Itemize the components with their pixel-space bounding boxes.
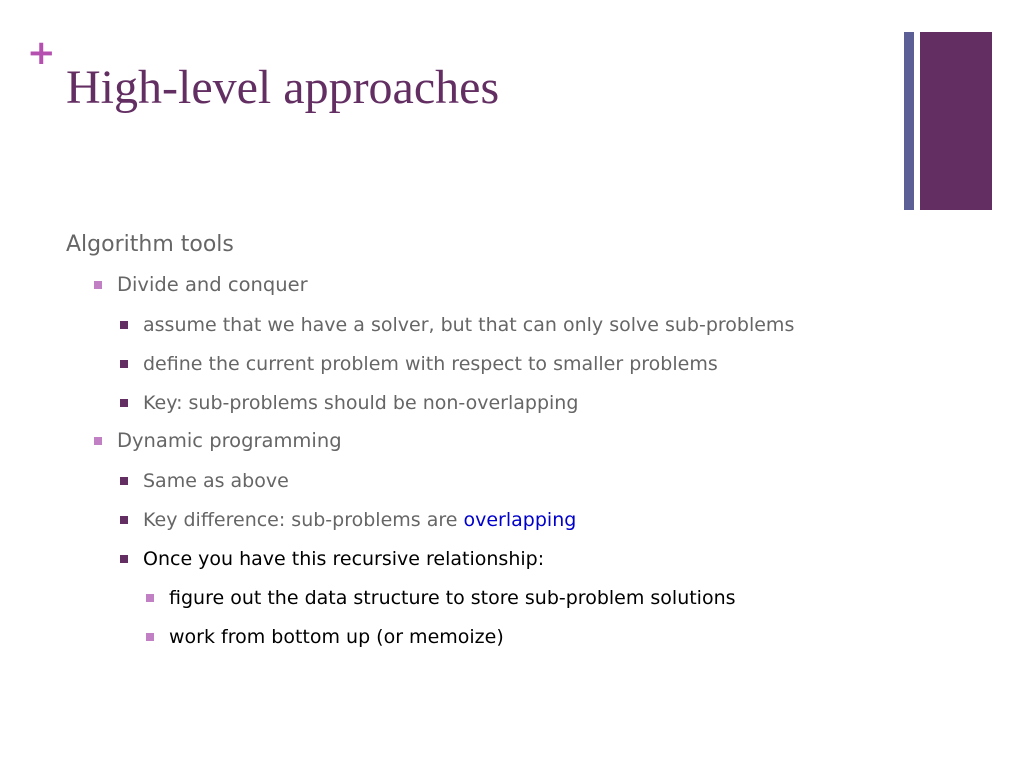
sub-sub-bullet [66,584,886,613]
square-bullet-icon [120,399,128,407]
sub-bullet [66,350,886,379]
sub-bullet-text: Key difference: sub-problems are [143,509,464,531]
accent-bar-thin [904,32,914,210]
sub-bullet-text: define the current problem with respect to smaller problems [143,353,718,375]
sub-bullet-text: Key: sub-problems should be non-overlapping [143,392,579,414]
sub-bullet [66,311,886,340]
square-bullet-icon [120,477,128,485]
accent-bar-thick [920,32,992,210]
sub-bullet-text: Once you have this recursive relationship: [143,548,545,570]
square-bullet-icon [120,516,128,524]
square-bullet-icon [94,437,102,445]
sub-sub-bullet [66,623,886,652]
plus-icon: + [27,33,56,73]
highlight-overlapping: overlapping [463,509,577,531]
square-bullet-icon [94,281,102,289]
square-bullet-icon [120,360,128,368]
bullet-divide-and-conquer [66,272,886,298]
sub-bullet-text: Same as above [143,470,289,492]
sub-bullet [66,389,886,418]
sub-bullet-text: assume that we have a solver, but that can only solve sub-problems [143,314,795,336]
square-bullet-icon [146,633,154,641]
bullet-label: Dynamic programming [117,429,342,452]
square-bullet-icon [120,555,128,563]
sub-bullet [66,506,886,535]
sub-sub-bullet-text: figure out the data structure to store sub-problem solutions [169,587,736,609]
slide-title: High-level approaches [66,61,500,114]
square-bullet-icon [146,594,154,602]
square-bullet-icon [120,321,128,329]
section-heading: Algorithm tools [66,232,234,257]
slide-body [66,230,886,662]
sub-sub-bullet-text: work from bottom up (or memoize) [169,626,504,648]
sub-bullet [66,467,886,496]
bullet-label: Divide and conquer [117,273,308,296]
sub-bullet [66,545,886,574]
bullet-dynamic-programming [66,428,886,454]
